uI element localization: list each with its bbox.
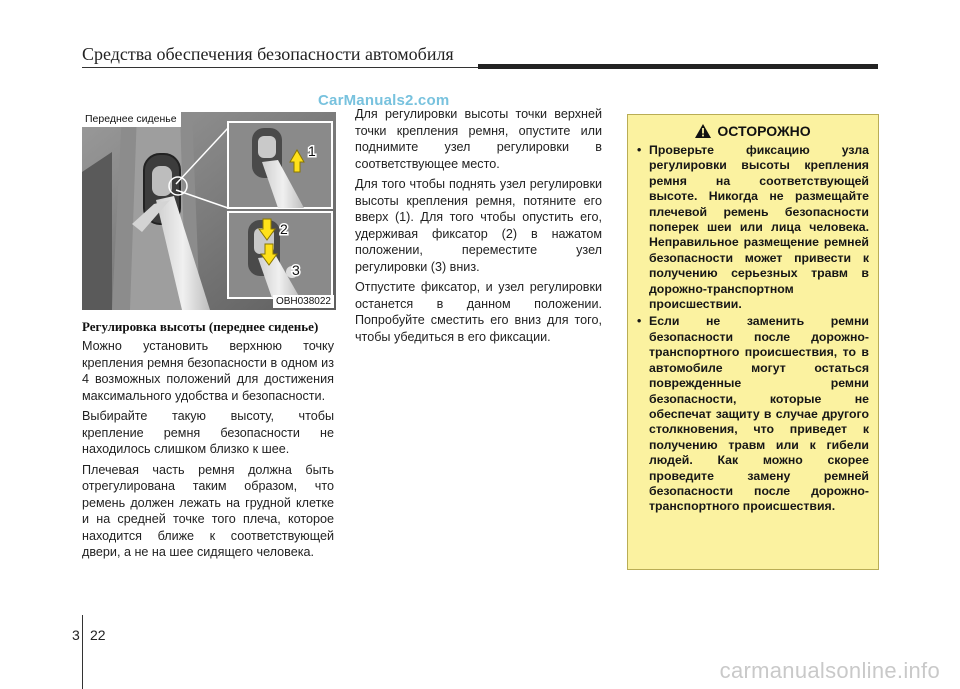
bullet-icon: • <box>637 143 642 157</box>
footer-rule <box>82 615 83 689</box>
page-number: 22 <box>90 627 106 643</box>
section-title: Средства обеспечения безопасности автомобиля <box>82 44 454 64</box>
paragraph: Можно установить верхнюю точку крепления ремня безопасности в одном из 4 возможных положений для достижения максимального удобства и безопасности. <box>82 339 334 403</box>
callout-1: 1 <box>308 143 316 159</box>
figure-callouts <box>82 112 336 310</box>
column-left <box>82 318 334 565</box>
warning-title: ОСТОРОЖНО <box>717 123 811 139</box>
callout-2: 2 <box>280 221 288 237</box>
watermark-bottom: carmanualsonline.info <box>719 658 940 683</box>
warning-item-text: Проверьте фиксацию узла регулировки высоты крепления ремня на соответствующей высоте. Никогда не размещайте плечевой ремень безопасности поперек шеи или лица человека. Неправильное размещение ремней безопасности может привести к получению серьезных травм в дорожно-транспортном происшествии. <box>649 143 869 312</box>
warning-item-text: Если не заменить ремни безопасности после дорожно-транспортного происшествия, то в автомобиле могут остаться поврежденные ремни безопасности, которые не обеспечат защиту в случае другого столкновения, что приведет к получению травм или к гибели людей. Как можно скорее проведите замену ремней безопасности после дорожно-транспортного происшествия. <box>649 314 869 514</box>
watermark-top: CarManuals2.com <box>318 92 450 109</box>
paragraph: Плечевая часть ремня должна быть отрегулирована таким образом, что ремень должен лежать на грудной клетке и на средней точке того плеча, которое находится ближе к соответствующей двери, а не на шее сидящего человека. <box>82 462 334 559</box>
figure-code: OBH038022 <box>273 295 334 308</box>
warning-item <box>636 314 869 514</box>
column-middle <box>355 106 602 349</box>
chapter-number: 3 <box>72 627 80 643</box>
header-rule-thick <box>478 64 878 69</box>
warning-box <box>627 114 879 570</box>
seatbelt-figure <box>82 112 336 310</box>
warning-header <box>636 123 869 139</box>
warning-list <box>636 143 869 515</box>
bullet-icon: • <box>637 314 642 329</box>
subheading: Регулировка высоты (переднее сиденье) <box>82 319 319 334</box>
figure-label: Переднее сиденье <box>82 112 181 127</box>
paragraph: Отпустите фиксатор, и узел регулировки останется в данном положении. Попробуйте сместить его вниз для того, чтобы убедиться в его фиксации. <box>355 280 602 344</box>
paragraph: Для регулировки высоты точки верхней точки крепления ремня, опустите или поднимите узел регулировки в соответствующее место. <box>355 107 602 171</box>
callout-3: 3 <box>292 262 300 278</box>
warning-item <box>636 143 869 312</box>
paragraph: Для того чтобы поднять узел регулировки высоты крепления ремня, потяните его вверх (1). Для того чтобы опустить его, удерживая фиксатор (2) в нажатом положении, переместите узел регулировки (3) вниз. <box>355 177 602 274</box>
header-rule-thin <box>82 67 480 68</box>
paragraph: Выбирайте такую высоту, чтобы крепление ремня безопасности не находилось слишком близко к шее. <box>82 409 334 456</box>
warning-triangle-icon <box>694 123 712 139</box>
